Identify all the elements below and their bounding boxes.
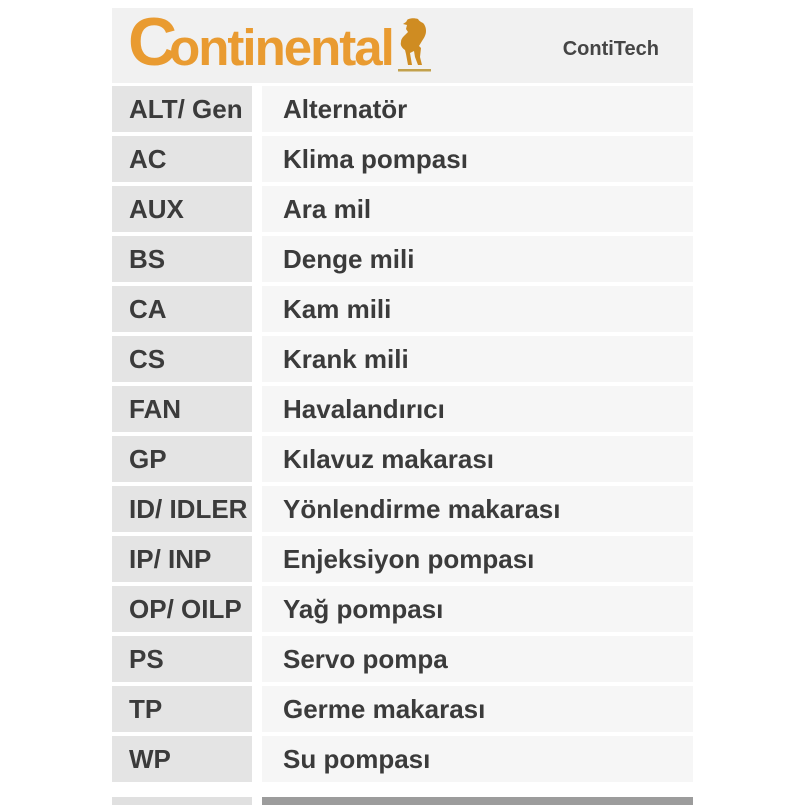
- description-cell: Servo pompa: [262, 636, 693, 682]
- table-row: [112, 136, 693, 186]
- column-gap: [252, 536, 262, 586]
- column-gap: [252, 236, 262, 286]
- table-row: [112, 186, 693, 236]
- column-gap: [252, 486, 262, 536]
- table-row: [112, 636, 693, 686]
- abbreviation-cell: PS: [112, 636, 252, 682]
- column-gap: [252, 636, 262, 686]
- table-row: [112, 336, 693, 386]
- abbreviation-cell: FAN: [112, 386, 252, 432]
- table-row: [112, 486, 693, 536]
- description-cell: Germe makarası: [262, 686, 693, 732]
- column-gap: [252, 86, 262, 136]
- column-gap: [252, 386, 262, 436]
- description-cell: Alternatör: [262, 86, 693, 132]
- abbreviation-cell: GP: [112, 436, 252, 482]
- logo-rest-letters: ontinental: [169, 19, 393, 76]
- table-row: [112, 386, 693, 436]
- abbreviation-cell: OP/ OILP: [112, 586, 252, 632]
- table-row: [112, 236, 693, 286]
- description-cell: Kam mili: [262, 286, 693, 332]
- abbreviation-cell: AC: [112, 136, 252, 182]
- column-gap: [252, 586, 262, 636]
- table-row: [112, 286, 693, 336]
- description-cell: Havalandırıcı: [262, 386, 693, 432]
- column-gap: [252, 136, 262, 186]
- abbreviation-cell: TP: [112, 686, 252, 732]
- column-gap: [252, 336, 262, 386]
- table-row: [112, 536, 693, 586]
- cropped-desc-bar: [262, 797, 693, 805]
- column-gap: [252, 686, 262, 736]
- abbreviation-cell: WP: [112, 736, 252, 782]
- continental-wordmark: [128, 4, 393, 80]
- description-cell: Su pompası: [262, 736, 693, 782]
- column-gap: [252, 436, 262, 486]
- cropped-column-gap: [252, 797, 262, 805]
- continental-horse-icon: [398, 18, 434, 78]
- abbreviation-cell: CS: [112, 336, 252, 382]
- abbreviation-legend-table: [112, 86, 693, 786]
- description-cell: Ara mil: [262, 186, 693, 232]
- description-cell: Yönlendirme makarası: [262, 486, 693, 532]
- abbreviation-cell: ID/ IDLER: [112, 486, 252, 532]
- table-row: [112, 86, 693, 136]
- table-row: [112, 436, 693, 486]
- description-cell: Denge mili: [262, 236, 693, 282]
- abbreviation-cell: CA: [112, 286, 252, 332]
- continental-logo: [128, 4, 434, 80]
- abbreviation-cell: ALT/ Gen: [112, 86, 252, 132]
- description-cell: Yağ pompası: [262, 586, 693, 632]
- abbreviation-cell: IP/ INP: [112, 536, 252, 582]
- description-cell: Kılavuz makarası: [262, 436, 693, 482]
- description-cell: Klima pompası: [262, 136, 693, 182]
- column-gap: [252, 186, 262, 236]
- description-cell: Enjeksiyon pompası: [262, 536, 693, 582]
- cropped-next-row: [112, 797, 693, 805]
- table-row: [112, 586, 693, 636]
- abbreviation-cell: AUX: [112, 186, 252, 232]
- cropped-abbr-cell: [112, 797, 252, 805]
- table-row: [112, 736, 693, 786]
- logo-letter-c: C: [128, 4, 176, 80]
- table-row: [112, 686, 693, 736]
- abbreviation-cell: BS: [112, 236, 252, 282]
- contitech-wordmark: ContiTech: [562, 38, 659, 60]
- column-gap: [252, 736, 262, 786]
- header: [112, 4, 693, 83]
- column-gap: [252, 286, 262, 336]
- description-cell: Krank mili: [262, 336, 693, 382]
